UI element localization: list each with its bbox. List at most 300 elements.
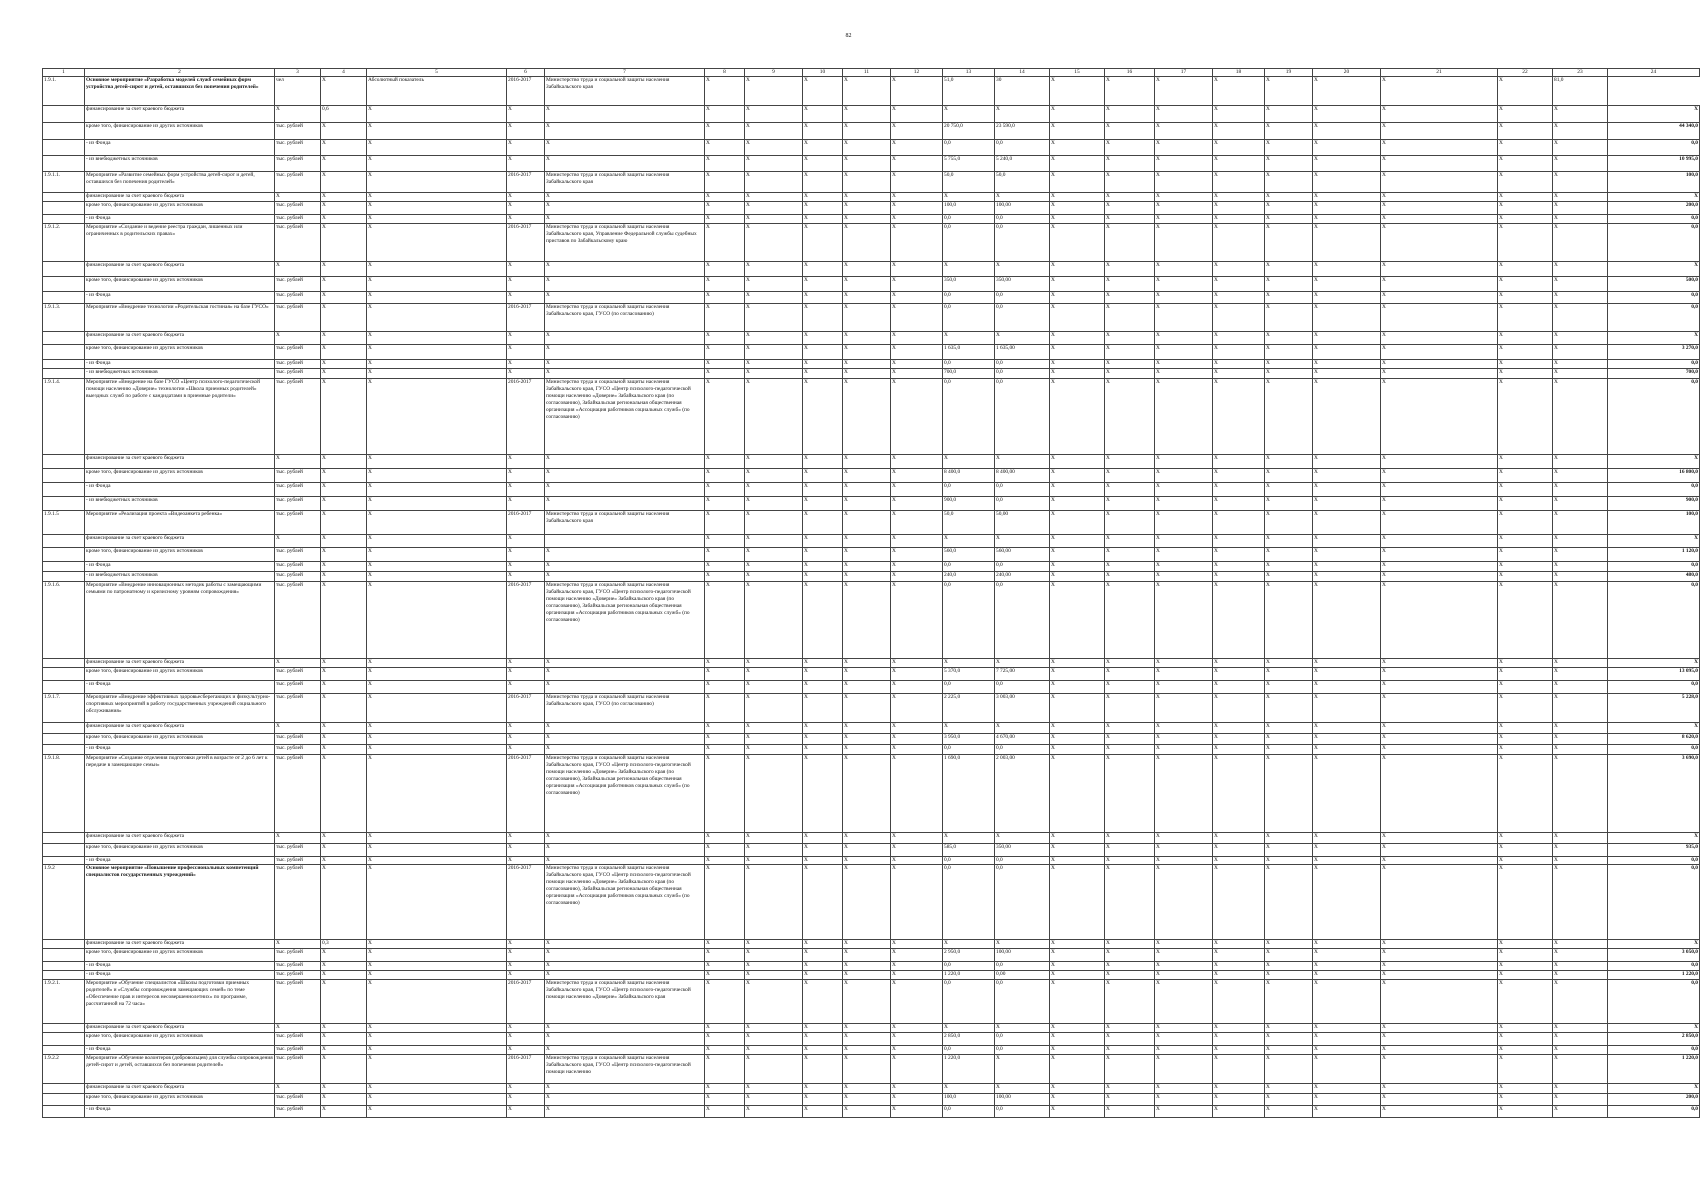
table-row [43, 140, 1700, 156]
table-cell: Х [1105, 980, 1155, 1024]
table-cell: Х [321, 277, 367, 292]
table-cell: Х [1265, 668, 1313, 681]
table-cell: 100,00 [995, 202, 1050, 215]
table-cell: Х [1105, 345, 1155, 360]
table-cell: 0,0 [995, 857, 1050, 865]
table-cell: Х [1553, 483, 1608, 497]
table-cell: Х [1050, 483, 1105, 497]
table-cell: Х [745, 304, 803, 332]
table-cell: Х [1265, 123, 1313, 140]
table-cell: Х [1381, 483, 1498, 497]
table-cell [43, 292, 85, 304]
table-cell: Х [1105, 562, 1155, 572]
table-cell: Х [1050, 745, 1105, 755]
table-cell: Х [1313, 940, 1381, 949]
table-cell: Х [1213, 215, 1265, 224]
table-cell: Х [803, 1106, 843, 1118]
table-cell [43, 562, 85, 572]
table-cell: Х [1313, 1046, 1381, 1055]
table-cell: Х [1105, 455, 1155, 469]
table-cell: Х [843, 106, 891, 123]
column-number: 19 [1265, 69, 1313, 77]
table-cell: Х [705, 659, 745, 668]
table-cell: Х [1313, 1094, 1381, 1106]
table-cell: Х [1313, 224, 1381, 262]
table-cell: Х [891, 106, 943, 123]
table-cell: Х [1313, 292, 1381, 304]
table-cell: Х [1381, 345, 1498, 360]
table-cell: Х [1050, 535, 1105, 548]
table-cell: Х [1105, 535, 1155, 548]
table-cell: Х [1553, 980, 1608, 1024]
table-row [43, 971, 1700, 980]
table-cell: тыс. рублей [275, 755, 321, 833]
table-cell: Х [891, 156, 943, 172]
table-cell: Х [843, 940, 891, 949]
table-cell: Х [367, 140, 507, 156]
table-cell: Х [803, 1084, 843, 1094]
table-cell: Х [943, 332, 995, 345]
table-cell: Х [1498, 980, 1553, 1024]
table-cell: 2 850,0 [1608, 1033, 1700, 1046]
table-cell: Х [891, 980, 943, 1024]
table-cell: Х [1050, 980, 1105, 1024]
table-cell: Х [803, 123, 843, 140]
table-cell: Х [1498, 1055, 1553, 1084]
table-cell: Х [1498, 940, 1553, 949]
table-cell: Х [1381, 292, 1498, 304]
table-cell: Х [705, 469, 745, 483]
table-cell: Х [891, 962, 943, 971]
table-cell: Х [1155, 1084, 1213, 1094]
table-cell: Х [745, 215, 803, 224]
table-cell: 1 220,0 [943, 971, 995, 980]
table-cell: Х [1381, 1106, 1498, 1118]
table-cell: тыс. рублей [275, 548, 321, 562]
table-cell: Х [705, 582, 745, 659]
table-cell: Х [1553, 562, 1608, 572]
table-cell: Х [1050, 511, 1105, 535]
table-cell: Х [275, 1084, 321, 1094]
table-cell: Х [843, 833, 891, 844]
table-cell: Х [843, 694, 891, 723]
table-cell: Х [1381, 369, 1498, 379]
table-cell: Х [843, 345, 891, 360]
table-cell: 0,0 [1608, 1106, 1700, 1118]
table-cell: Х [803, 156, 843, 172]
table-cell: Х [1105, 262, 1155, 277]
table-cell: Х [1498, 755, 1553, 833]
table-cell: Х [545, 971, 705, 980]
table-cell: Х [1105, 723, 1155, 734]
table-cell: Х [321, 844, 367, 857]
table-cell: Х [1050, 345, 1105, 360]
table-cell: Х [843, 745, 891, 755]
table-cell: Х [1155, 156, 1213, 172]
table-cell: Х [1050, 369, 1105, 379]
table-cell: Х [705, 202, 745, 215]
table-cell: Х [367, 123, 507, 140]
table-cell: Х [1213, 156, 1265, 172]
table-cell: Х [803, 949, 843, 962]
table-row [43, 511, 1700, 535]
table-cell: Х [1155, 106, 1213, 123]
table-cell: Х [1265, 681, 1313, 694]
table-cell: 0,0 [995, 292, 1050, 304]
table-cell: тыс. рублей [275, 582, 321, 659]
table-cell: 1 120,0 [1608, 548, 1700, 562]
table-cell: Х [1313, 360, 1381, 369]
table-cell: Х [545, 1094, 705, 1106]
table-cell: Х [745, 723, 803, 734]
table-cell: Х [367, 1033, 507, 1046]
table-row [43, 962, 1700, 971]
table-cell: Х [803, 755, 843, 833]
table-cell: Х [1553, 345, 1608, 360]
table-cell [43, 833, 85, 844]
table-cell: Х [803, 140, 843, 156]
table-cell: Х [1265, 857, 1313, 865]
table-cell: Х [1105, 202, 1155, 215]
table-cell: 8 400,0 [943, 469, 995, 483]
table-cell: - из Фонда [85, 360, 275, 369]
table-cell: Х [321, 497, 367, 511]
table-row [43, 1055, 1700, 1084]
table-cell: финансирование за счет краевого бюджета [85, 940, 275, 949]
table-cell: Х [843, 681, 891, 694]
table-cell: Х [1050, 224, 1105, 262]
table-cell: Х [1213, 369, 1265, 379]
table-cell: Х [1313, 455, 1381, 469]
table-cell: тыс. рублей [275, 224, 321, 262]
table-cell: Х [1155, 360, 1213, 369]
table-cell: Х [1265, 224, 1313, 262]
table-cell: Х [843, 844, 891, 857]
table-cell: Х [367, 962, 507, 971]
table-cell: 900,0 [1608, 497, 1700, 511]
table-cell: Х [1313, 681, 1381, 694]
table-cell: Х [891, 455, 943, 469]
table-cell: Х [705, 572, 745, 582]
table-cell: Х [1381, 755, 1498, 833]
table-cell: Х [1050, 857, 1105, 865]
table-cell: кроме того, финансирование из других источников [85, 277, 275, 292]
table-cell [43, 723, 85, 734]
table-cell: Абсолютный показатель [367, 77, 507, 106]
table-row [43, 1106, 1700, 1118]
table-cell: Х [803, 844, 843, 857]
table-cell: Х [1608, 659, 1700, 668]
table-cell: Х [705, 511, 745, 535]
table-cell: Х [1381, 668, 1498, 681]
table-cell: Х [1105, 332, 1155, 345]
table-cell: Х [1553, 681, 1608, 694]
table-row [43, 379, 1700, 455]
table-cell: Х [1050, 106, 1105, 123]
table-cell: Х [803, 833, 843, 844]
table-cell: Х [891, 1024, 943, 1033]
table-cell: Х [507, 659, 545, 668]
table-cell: Х [367, 562, 507, 572]
table-cell: Х [1213, 77, 1265, 106]
table-cell [43, 483, 85, 497]
table-cell: Мероприятие «Внедрение на базе ГУСО «Центр психолого-педагогической помощи населению «Доверие» технологии «Школа приемных родителей» выездных служб по работе с кандидатами в приемные родители» [85, 379, 275, 455]
table-cell: Х [891, 755, 943, 833]
table-cell: Х [995, 262, 1050, 277]
table-cell: Х [1381, 156, 1498, 172]
table-cell: Министерство труда и социальной защиты населения Забайкальского края, ГУСО «Центр психолого-педагогической помощи населению [545, 1055, 705, 1084]
table-cell: Х [1265, 332, 1313, 345]
table-cell: Х [891, 659, 943, 668]
table-cell: Х [321, 172, 367, 193]
table-cell: Х [367, 582, 507, 659]
table-cell: Х [1381, 535, 1498, 548]
table-cell: Х [1155, 1024, 1213, 1033]
table-cell: 0,0 [995, 140, 1050, 156]
table-cell: Х [803, 469, 843, 483]
table-cell: Х [1381, 497, 1498, 511]
table-cell: Х [1381, 455, 1498, 469]
table-cell: Х [1381, 1084, 1498, 1094]
table-cell: Х [891, 1106, 943, 1118]
table-cell: Х [507, 106, 545, 123]
table-cell: Х [803, 202, 843, 215]
table-cell: Х [1213, 292, 1265, 304]
table-cell: Х [1498, 262, 1553, 277]
table-cell: Х [1213, 681, 1265, 694]
table-cell: Х [275, 723, 321, 734]
table-cell: Мероприятие «Развитие семейных форм устройства детей-сирот и детей, оставшихся без попечения родителей» [85, 172, 275, 193]
table-cell: Х [367, 1055, 507, 1084]
table-cell: Х [367, 833, 507, 844]
table-cell: Х [321, 535, 367, 548]
table-cell: Х [1381, 193, 1498, 202]
table-cell: Х [1608, 723, 1700, 734]
table-cell: Х [745, 193, 803, 202]
table-cell: - из внебюджетных источников [85, 156, 275, 172]
table-cell: Х [1050, 262, 1105, 277]
table-cell: Х [1155, 262, 1213, 277]
table-row [43, 123, 1700, 140]
table-cell: Х [1498, 572, 1553, 582]
table-cell: Х [705, 971, 745, 980]
table-cell: Х [1553, 511, 1608, 535]
column-number: 6 [507, 69, 545, 77]
table-cell: Х [1313, 734, 1381, 745]
table-cell: Х [367, 980, 507, 1024]
table-cell: Х [1608, 1084, 1700, 1094]
table-cell: Х [1105, 548, 1155, 562]
table-cell: Х [275, 833, 321, 844]
table-cell: Х [705, 723, 745, 734]
table-cell: Х [367, 497, 507, 511]
table-cell: 0,0 [943, 745, 995, 755]
table-cell: Х [507, 369, 545, 379]
table-cell: 1 220,0 [943, 1055, 995, 1084]
table-cell: Х [1105, 140, 1155, 156]
table-cell: Х [705, 277, 745, 292]
table-cell: Х [843, 949, 891, 962]
table-cell: Х [1381, 734, 1498, 745]
table-cell: Х [1498, 455, 1553, 469]
table-cell: 200,0 [1608, 1094, 1700, 1106]
table-cell: Х [1498, 1046, 1553, 1055]
table-cell: 560,0 [943, 548, 995, 562]
table-cell: Х [367, 745, 507, 755]
table-cell: Х [995, 1024, 1050, 1033]
table-cell: Министерство труда и социальной защиты населения Забайкальского края, ГУСО «Центр психолого-педагогической помощи населению «Доверие» Забайкальского края (по согласованию), Забайкальская региональная общественная организация «Ассоциация работников социальных служб» (по согласованию) [545, 582, 705, 659]
table-cell: Х [1608, 940, 1700, 949]
table-cell: Х [1381, 723, 1498, 734]
table-cell: Х [803, 572, 843, 582]
table-cell: Х [1553, 1055, 1608, 1084]
table-cell: Х [1155, 668, 1213, 681]
column-number: 13 [943, 69, 995, 77]
table-cell: Х [803, 345, 843, 360]
table-cell: Х [367, 681, 507, 694]
table-cell: Х [1498, 681, 1553, 694]
table-cell: финансирование за счет краевого бюджета [85, 535, 275, 548]
table-cell: Х [1313, 668, 1381, 681]
table-cell: Х [1105, 572, 1155, 582]
table-cell: Х [1265, 962, 1313, 971]
table-cell: Х [321, 469, 367, 483]
table-cell: тыс. рублей [275, 844, 321, 857]
table-cell: Х [891, 193, 943, 202]
table-cell: 20 750,0 [943, 123, 995, 140]
table-cell [43, 1024, 85, 1033]
table-row [43, 1094, 1700, 1106]
table-cell: Х [745, 262, 803, 277]
table-cell: Х [1265, 844, 1313, 857]
table-cell: Х [803, 369, 843, 379]
table-cell: Х [321, 1084, 367, 1094]
table-cell: Х [843, 360, 891, 369]
table-cell: Х [321, 360, 367, 369]
table-cell: Х [1213, 202, 1265, 215]
table-cell: 1 220,0 [1608, 971, 1700, 980]
table-cell: Х [705, 681, 745, 694]
table-cell: Х [321, 224, 367, 262]
table-cell: Х [1155, 844, 1213, 857]
table-cell: Х [1498, 1094, 1553, 1106]
column-number: 12 [891, 69, 943, 77]
table-cell: Х [1265, 582, 1313, 659]
table-cell: Х [321, 755, 367, 833]
table-cell: Х [1553, 123, 1608, 140]
table-cell: Х [843, 469, 891, 483]
table-cell: Х [1105, 224, 1155, 262]
table-cell: Х [803, 1094, 843, 1106]
table-cell: Х [745, 1094, 803, 1106]
table-cell: Х [321, 1033, 367, 1046]
table-cell: Х [1381, 548, 1498, 562]
table-cell: Х [843, 123, 891, 140]
table-cell: Х [745, 1033, 803, 1046]
table-cell: Х [1553, 694, 1608, 723]
table-cell: Х [545, 360, 705, 369]
table-cell: Х [1498, 1084, 1553, 1094]
table-cell: Х [1381, 833, 1498, 844]
table-cell: Х [1050, 379, 1105, 455]
table-cell: Х [705, 857, 745, 865]
table-cell [43, 332, 85, 345]
table-cell [43, 659, 85, 668]
table-cell: Х [745, 857, 803, 865]
table-cell: Х [367, 379, 507, 455]
table-cell: Х [507, 572, 545, 582]
table-cell: Х [1313, 659, 1381, 668]
table-row [43, 202, 1700, 215]
table-cell: Х [745, 734, 803, 745]
table-cell: 2016-2017 [507, 77, 545, 106]
table-cell: Х [1213, 332, 1265, 345]
table-cell: Х [1553, 971, 1608, 980]
table-cell: Х [367, 659, 507, 668]
table-cell: финансирование за счет краевого бюджета [85, 833, 275, 844]
table-cell: Х [367, 202, 507, 215]
table-cell: Х [1553, 140, 1608, 156]
table-cell: 0,0 [943, 681, 995, 694]
table-cell: Х [321, 659, 367, 668]
table-cell: Х [367, 940, 507, 949]
table-cell: Х [891, 379, 943, 455]
table-cell: 30 [995, 77, 1050, 106]
table-cell: тыс. рублей [275, 497, 321, 511]
table-cell [43, 1094, 85, 1106]
table-cell: Х [1313, 572, 1381, 582]
table-cell: Х [545, 262, 705, 277]
table-cell: Х [1553, 1024, 1608, 1033]
table-cell: Х [891, 949, 943, 962]
table-cell: Х [1105, 694, 1155, 723]
table-cell: Х [1313, 483, 1381, 497]
table-cell: Х [1265, 949, 1313, 962]
table-cell: Х [507, 844, 545, 857]
table-cell: Х [705, 694, 745, 723]
table-cell: тыс. рублей [275, 971, 321, 980]
table-cell: Х [745, 1106, 803, 1118]
table-cell: Х [995, 940, 1050, 949]
table-cell: Х [1105, 833, 1155, 844]
table-cell: Х [1050, 1055, 1105, 1084]
table-cell: Х [1050, 497, 1105, 511]
table-cell: Х [321, 156, 367, 172]
table-cell: Х [1105, 106, 1155, 123]
table-cell: Х [1213, 1055, 1265, 1084]
table-cell: Х [891, 1055, 943, 1084]
table-cell: Х [1265, 277, 1313, 292]
table-cell: Х [507, 193, 545, 202]
table-cell: Х [1265, 202, 1313, 215]
table-cell: тыс. рублей [275, 469, 321, 483]
table-cell: Х [1105, 469, 1155, 483]
table-cell: Х [843, 1024, 891, 1033]
table-cell: Мероприятие «Реализация проекта «Видеоанкета ребенка» [85, 511, 275, 535]
table-cell: Х [1498, 172, 1553, 193]
table-cell: Х [1498, 497, 1553, 511]
table-cell: Х [321, 511, 367, 535]
table-cell: 0,0 [943, 1106, 995, 1118]
table-cell: Х [321, 668, 367, 681]
table-cell: Х [1553, 202, 1608, 215]
table-row [43, 865, 1700, 940]
table-cell: Х [1498, 949, 1553, 962]
table-cell: Х [545, 156, 705, 172]
table-cell: Х [1105, 940, 1155, 949]
table-cell: Х [745, 77, 803, 106]
table-cell: Х [803, 483, 843, 497]
